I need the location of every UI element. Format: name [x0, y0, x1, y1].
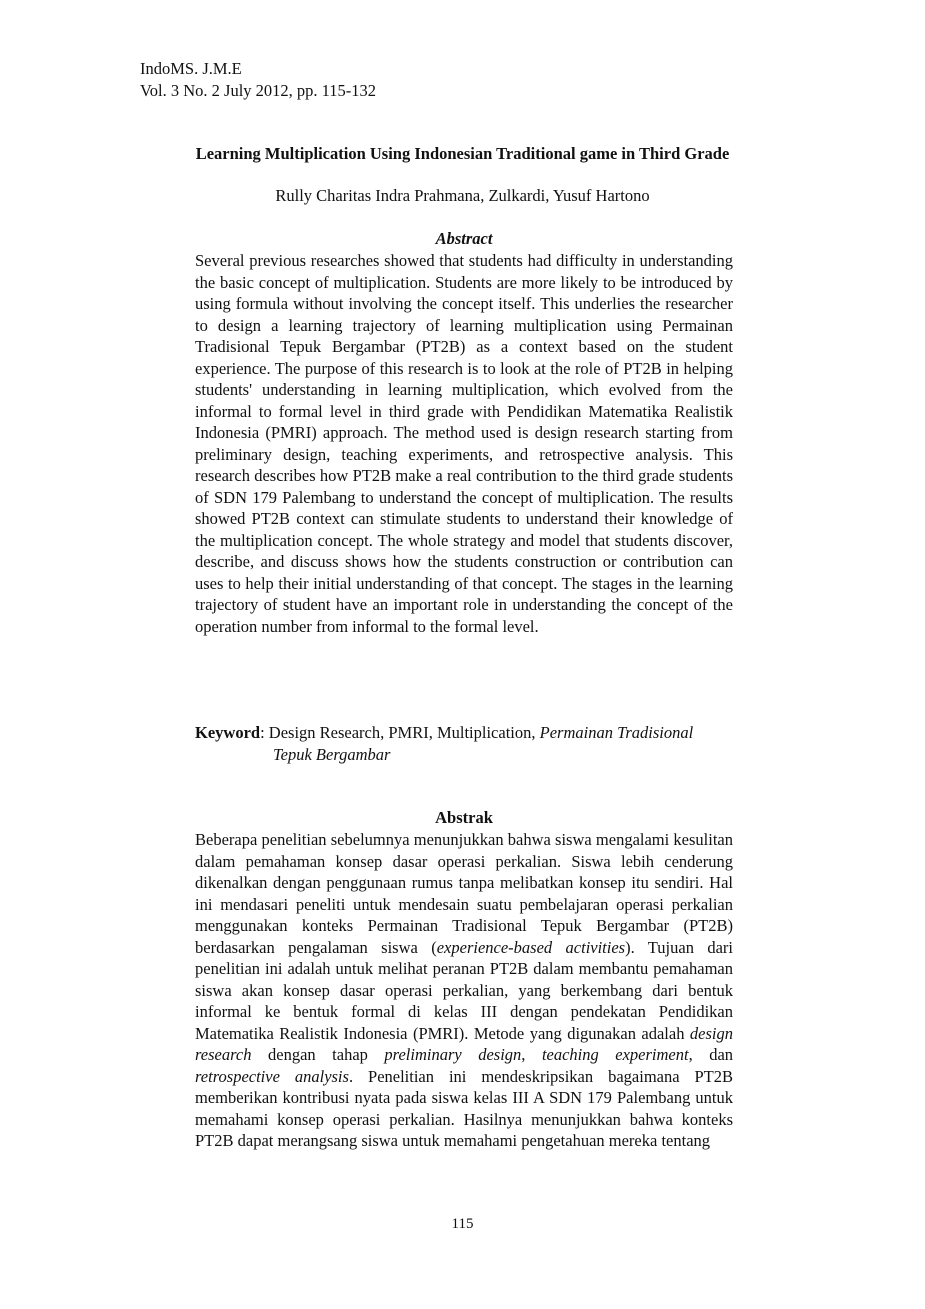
paper-title: Learning Multiplication Using Indonesian Traditional game in Third Grade — [195, 144, 730, 163]
abstrak-part-1: Beberapa penelitian sebelumnya menunjukkan bahwa siswa mengalami kesulitan dalam pemahaman konsep dasar operasi perkalian. Siswa lebih cenderung dikenalkan dengan penggunaan rumus tanpa melibatkan konsep itu sendiri. Hal ini mendasari peneliti untuk mendesain suatu pembelajaran operasi perkalian menggunakan konteks Permainan Tradisional Tepuk Bergambar (PT2B) berdasarkan pengalaman siswa ( — [195, 830, 733, 957]
abstrak-part-6: . Penelitian ini mendeskripsikan bagaimana PT2B memberikan kontribusi nyata pada siswa kelas III A SDN 179 Palembang untuk memahami konsep operasi perkalian. Hasilnya menunjukkan bahwa konteks PT2B dapat merangsang siswa untuk memahami pengetahuan mereka tentang — [195, 1066, 734, 1150]
keyword-list: : Design Research, PMRI, Multiplication, — [260, 723, 540, 742]
abstrak-italic-5: retrospective analysis — [195, 1066, 349, 1086]
abstrak-part-5: , dan — [688, 1045, 734, 1064]
abstrak-italic-2: design research — [195, 1023, 733, 1064]
keyword-label: Keyword — [195, 723, 261, 742]
journal-header — [140, 58, 376, 102]
abstrak-part-4: , — [521, 1045, 542, 1064]
abstrak-heading: Abstrak — [435, 808, 493, 827]
abstrak-italic-4: teaching experiment — [541, 1045, 689, 1064]
abstrak-italic-1: experience-based activities — [436, 937, 626, 957]
abstract-text: Several previous researches showed that students had difficulty in understanding the basic concept of multiplication. Students are more likely to be introduced by using formula without involving the concept itself. This underlies the researcher to design a learning trajectory of learning multiplication using Permainan Tradisional Tepuk Bergambar (PT2B) as a context based on the student experience. The purpose of this research is to look at the role of PT2B in helping students' understanding in learning multiplication, which evolved from the informal to formal level in third grade with Pendidikan Matematika Realistik Indonesia (PMRI) approach. The method used is design research starting from preliminary design, teaching experiments, and retrospective analysis. This research describes how PT2B make a real contribution to the third grade students of SDN 179 Palembang to understand the concept of multiplication. The results showed PT2B context can stimulate students to understand their knowledge of the multiplication concept. The whole strategy and model that students discover, describe, and discuss shows how the students construction or contribution can uses to help their initial understanding of that concept. The stages in the learning trajectory of student have an important role in understanding the concept of the operation number from informal to the formal level. — [195, 251, 733, 636]
page-number: 115 — [451, 1216, 474, 1232]
paper-authors: Rully Charitas Indra Prahmana, Zulkardi, Yusuf Hartono — [275, 186, 650, 205]
abstract-heading: Abstract — [435, 229, 493, 248]
abstrak-part-3: dengan tahap — [251, 1045, 385, 1064]
volume-info: Vol. 3 No. 2 July 2012, pp. 115-132 — [140, 81, 377, 100]
abstrak-text — [195, 829, 733, 1152]
keywords — [195, 722, 775, 766]
keyword-italic-2: Tepuk Bergambar — [273, 745, 391, 764]
abstrak-italic-3: preliminary design — [384, 1045, 522, 1064]
journal-name: IndoMS. J.M.E — [140, 59, 242, 78]
abstrak-part-2: ). Tujuan dari penelitian ini adalah untuk melihat peranan PT2B dalam membantu pemahaman siswa akan konsep dasar operasi perkalian, yang berkembang dari bentuk informal ke bentuk formal di kelas III dengan pendekatan Pendidikan Matematika Realistik Indonesia (PMRI). Metode yang digunakan adalah — [195, 937, 734, 1043]
keyword-italic-1: Permainan Tradisional — [539, 723, 694, 742]
